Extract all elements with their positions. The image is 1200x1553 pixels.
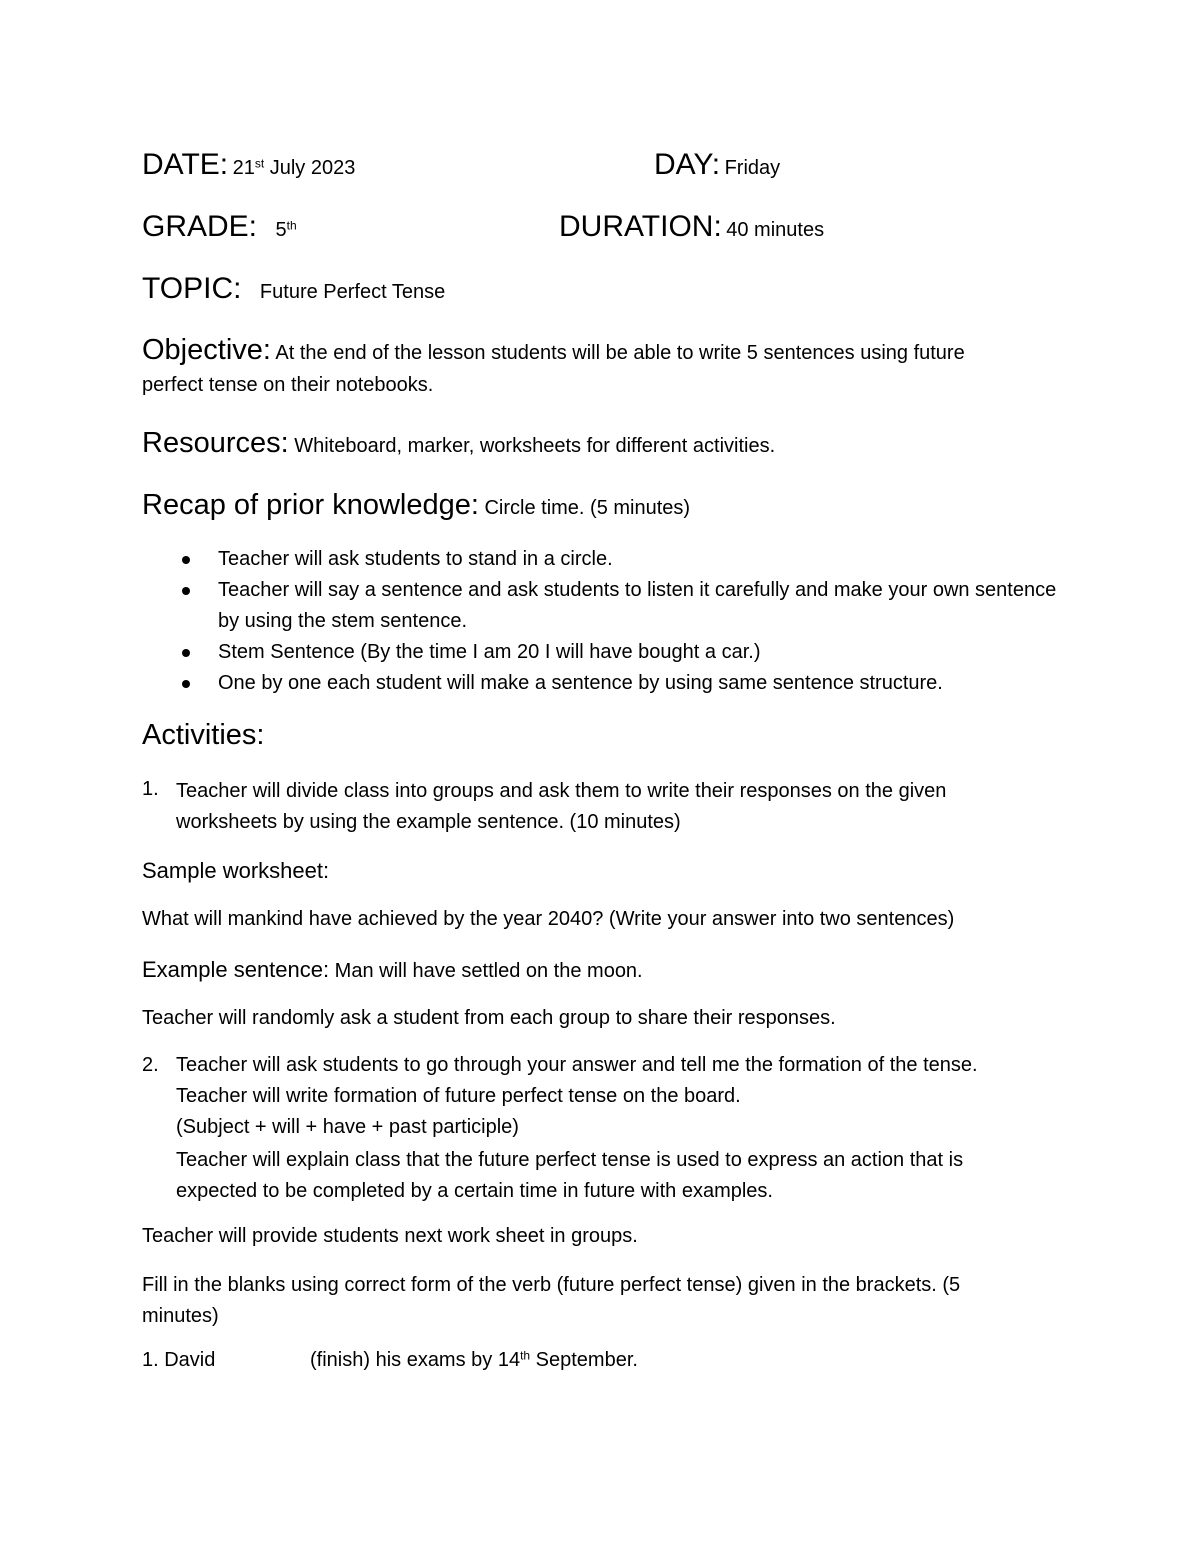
- example-label: Example sentence:: [142, 957, 330, 982]
- next-sheet-text: Teacher will provide students next work sheet in groups.: [142, 1225, 638, 1247]
- list-item: Teacher will say a sentence and ask students to listen it carefully and make your own sentence by using the stem sentence.: [142, 575, 1062, 637]
- grade-sup: th: [286, 218, 297, 233]
- recap-label: Recap of prior knowledge:: [142, 489, 479, 521]
- bullet-icon: [182, 556, 190, 564]
- grade-num: 5: [275, 219, 287, 241]
- recap-bullet-list: [142, 544, 1062, 699]
- bullet-icon: [182, 587, 190, 595]
- activity-2-line: Teacher will explain class that the future perfect tense is used to express an action that is expected to be completed by a certain time in future with examples.: [176, 1149, 964, 1202]
- random-share-text: Teacher will randomly ask a student from each group to share their responses.: [142, 1007, 836, 1029]
- fill-instructions: Fill in the blanks using correct form of the verb (future perfect tense) given in the brackets. (5 minutes): [142, 1274, 961, 1327]
- day-line: [654, 148, 780, 182]
- activities-heading: Activities:: [142, 719, 265, 751]
- activity-2-number: 2.: [142, 1054, 159, 1076]
- duration-label: DURATION:: [559, 210, 722, 243]
- day-value: Friday: [724, 157, 781, 179]
- topic-label: TOPIC:: [142, 272, 242, 305]
- day-label: DAY:: [654, 148, 721, 181]
- recap-line: [142, 489, 690, 522]
- resources-label: Resources:: [142, 427, 289, 459]
- grade-label: GRADE:: [142, 210, 258, 243]
- activity-2-line: Teacher will write formation of future perfect tense on the board.: [176, 1085, 741, 1107]
- bullet-icon: [182, 680, 190, 688]
- objective-text: At the end of the lesson students will be able to write 5 sentences using future: [270, 342, 965, 364]
- activity-1-number: 1.: [142, 778, 159, 800]
- list-item: Teacher will ask students to stand in a circle.: [142, 544, 1062, 575]
- sample-worksheet-label: Sample worksheet:: [142, 858, 330, 883]
- resources-text: Whiteboard, marker, worksheets for different activities.: [288, 435, 776, 457]
- activity-1-text: Teacher will divide class into groups and ask them to write their responses on the given worksheets by using the example sentence. (10 minutes): [176, 780, 947, 833]
- topic-line: [142, 272, 445, 306]
- activity-2-formula: (Subject + will + have + past participle): [176, 1116, 519, 1138]
- date-day: 21: [232, 157, 255, 179]
- list-item: One by one each student will make a sentence by using same sentence structure.: [142, 668, 1062, 699]
- date-sup: st: [254, 156, 265, 171]
- activity-2-line: Teacher will ask students to go through your answer and tell me the formation of the tense.: [176, 1054, 978, 1076]
- grade-line: [142, 210, 297, 244]
- sample-question: What will mankind have achieved by the year 2040? (Write your answer into two sentences): [142, 908, 955, 930]
- example-line: [142, 957, 643, 983]
- list-item: Stem Sentence (By the time I am 20 I will have bought a car.): [142, 637, 1062, 668]
- question-1-rest: (finish) his exams by 14th September.: [310, 1348, 638, 1371]
- objective-text-cont: perfect tense on their notebooks.: [142, 374, 434, 396]
- example-text: Man will have settled on the moon.: [329, 960, 643, 982]
- date-rest: July 2023: [264, 157, 356, 179]
- duration-line: [559, 210, 824, 244]
- question-1-start: 1. David: [142, 1349, 216, 1371]
- date-label: DATE:: [142, 148, 229, 181]
- date-line: [142, 148, 355, 182]
- objective-line: [142, 334, 965, 367]
- recap-text: Circle time. (5 minutes): [478, 497, 691, 519]
- objective-label: Objective:: [142, 334, 271, 366]
- duration-value: 40 minutes: [726, 219, 825, 241]
- resources-line: [142, 427, 775, 460]
- topic-value: Future Perfect Tense: [259, 281, 446, 303]
- bullet-icon: [182, 649, 190, 657]
